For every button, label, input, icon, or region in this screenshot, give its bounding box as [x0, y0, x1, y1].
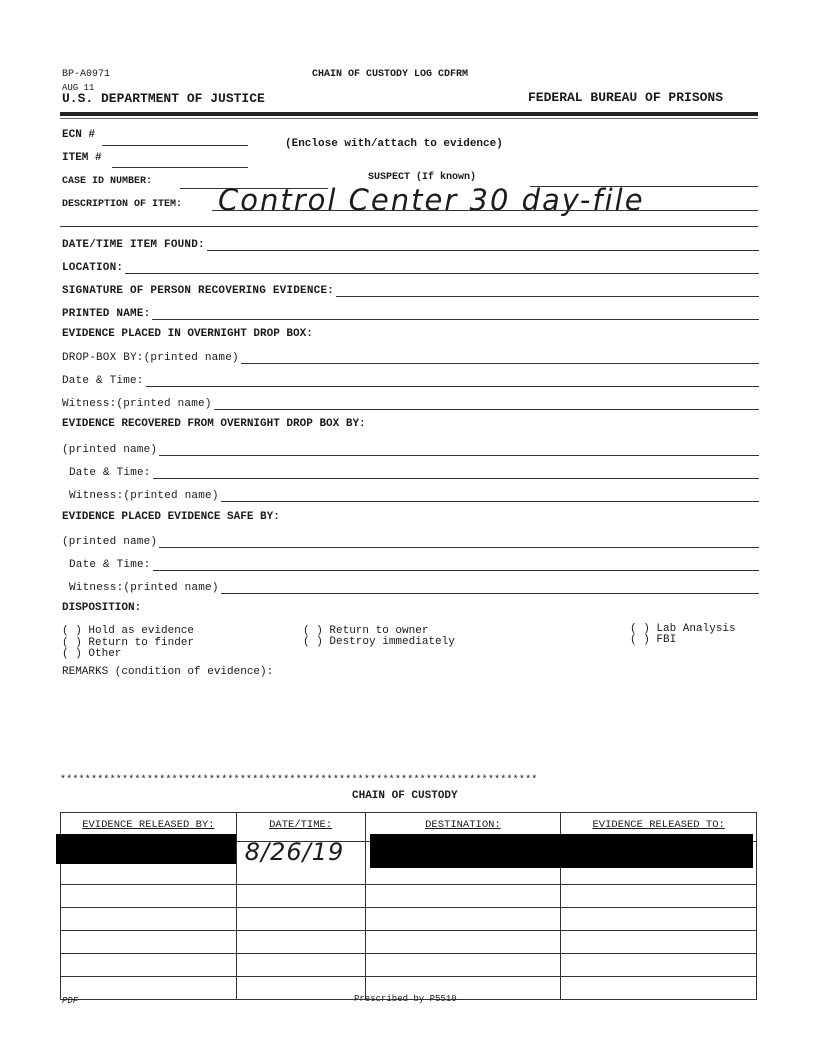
recovered-date-label: Date & Time: — [69, 467, 151, 479]
table-row — [61, 954, 757, 977]
star-separator: ***************************************************************************** — [60, 775, 538, 786]
redaction-released-by — [56, 834, 236, 864]
drop-box-by-label: DROP-BOX BY:(printed name) — [62, 352, 239, 364]
cell-destination[interactable] — [365, 931, 561, 954]
cell-released-to[interactable] — [561, 885, 757, 908]
cell-released-to[interactable] — [561, 931, 757, 954]
cell-date-time[interactable] — [236, 931, 365, 954]
enclose-note: (Enclose with/attach to evidence) — [285, 138, 503, 150]
drop-box-date-row[interactable] — [62, 371, 759, 387]
suspect-label: SUSPECT (If known) — [368, 172, 477, 183]
chain-title: CHAIN OF CUSTODY — [352, 790, 458, 802]
option-destroy[interactable]: ( ) Destroy immediately — [303, 636, 455, 648]
safe-witness-row[interactable] — [69, 578, 759, 594]
printed-name-label: PRINTED NAME: — [62, 308, 151, 320]
case-id-label: CASE ID NUMBER: — [62, 176, 153, 187]
option-lab-analysis[interactable]: ( ) Lab Analysis — [630, 623, 736, 635]
drop-box-date-label: Date & Time: — [62, 375, 144, 387]
table-row — [61, 931, 757, 954]
drop-box-by-row[interactable] — [62, 348, 759, 364]
safe-date-row[interactable] — [69, 555, 759, 571]
cell-destination[interactable] — [365, 954, 561, 977]
printed-name-field[interactable] — [152, 307, 759, 320]
location-field[interactable] — [125, 261, 759, 274]
drop-box-witness-field[interactable] — [214, 397, 759, 410]
cell-date-time[interactable] — [236, 977, 365, 1000]
recovered-date-field[interactable] — [153, 466, 759, 479]
cell-date-time[interactable] — [236, 954, 365, 977]
drop-box-heading: EVIDENCE PLACED IN OVERNIGHT DROP BOX: — [62, 328, 313, 340]
safe-date-label: Date & Time: — [69, 559, 151, 571]
cell-released-to[interactable] — [561, 954, 757, 977]
cell-released-to[interactable] — [561, 908, 757, 931]
recovered-name-field[interactable] — [159, 443, 759, 456]
agency-right: FEDERAL BUREAU OF PRISONS — [528, 90, 724, 105]
remarks-label: REMARKS (condition of evidence): — [62, 666, 274, 678]
cell-released-by[interactable] — [61, 931, 237, 954]
ecn-field[interactable] — [102, 145, 248, 146]
recovered-name-label: (printed name) — [62, 444, 158, 456]
footer-prescribed: Prescribed by P5510 — [354, 994, 457, 1004]
safe-date-field[interactable] — [153, 558, 759, 571]
column-header-released-to: EVIDENCE RELEASED TO: — [561, 813, 757, 842]
agency-left: U.S. DEPARTMENT OF JUSTICE — [62, 91, 265, 106]
redaction-destination — [370, 834, 753, 868]
revision-date: AUG 11 — [62, 83, 95, 93]
recovered-date-row[interactable] — [69, 463, 759, 479]
option-return-owner[interactable]: ( ) Return to owner — [303, 625, 429, 637]
cell-destination[interactable] — [365, 908, 561, 931]
signature-label: SIGNATURE OF PERSON RECOVERING EVIDENCE: — [62, 285, 335, 297]
option-hold[interactable]: ( ) Hold as evidence — [62, 625, 195, 637]
cell-date-time[interactable] — [236, 885, 365, 908]
safe-name-field[interactable] — [159, 535, 759, 548]
recovered-name-row[interactable] — [62, 440, 759, 456]
description-line-2 — [60, 226, 758, 227]
column-header-destination: DESTINATION: — [365, 813, 561, 842]
cell-released-by[interactable] — [61, 885, 237, 908]
description-label: DESCRIPTION OF ITEM: — [62, 199, 183, 210]
date-found-label: DATE/TIME ITEM FOUND: — [62, 239, 205, 251]
date-found-row[interactable] — [62, 235, 759, 251]
cell-released-by[interactable] — [61, 908, 237, 931]
cell-date-time[interactable] — [236, 838, 365, 885]
footer-left: PDF — [62, 996, 79, 1006]
recovered-witness-row[interactable] — [69, 486, 759, 502]
safe-heading: EVIDENCE PLACED EVIDENCE SAFE BY: — [62, 511, 280, 523]
safe-witness-label: Witness:(printed name) — [69, 582, 219, 594]
description-field[interactable] — [212, 210, 758, 211]
signature-row[interactable] — [62, 281, 759, 297]
disposition-heading: DISPOSITION: — [62, 602, 142, 614]
description-handwritten: Control Center 30 day-file — [218, 183, 645, 217]
recovered-witness-field[interactable] — [221, 489, 759, 502]
recovered-heading: EVIDENCE RECOVERED FROM OVERNIGHT DROP BOX BY: — [62, 418, 366, 430]
handwritten-date: 8/26/19 — [244, 838, 345, 866]
date-found-field[interactable] — [207, 238, 759, 251]
cell-released-by[interactable] — [61, 954, 237, 977]
column-header-date-time: DATE/TIME: — [236, 813, 365, 842]
option-fbi[interactable]: ( ) FBI — [630, 634, 677, 646]
signature-field[interactable] — [336, 284, 759, 297]
safe-name-row[interactable] — [62, 532, 759, 548]
table-row — [61, 885, 757, 908]
cell-destination[interactable] — [365, 885, 561, 908]
form-number: BP-A0971 — [62, 69, 111, 80]
cell-date-time[interactable] — [236, 908, 365, 931]
drop-box-witness-label: Witness:(printed name) — [62, 398, 212, 410]
drop-box-by-field[interactable] — [241, 351, 759, 364]
safe-name-label: (printed name) — [62, 536, 158, 548]
drop-box-witness-row[interactable] — [62, 394, 759, 410]
header-thin-rule — [60, 118, 758, 119]
header-divider — [60, 112, 758, 116]
safe-witness-field[interactable] — [221, 581, 759, 594]
cell-released-by[interactable] — [61, 977, 237, 1000]
form-title: CHAIN OF CUSTODY LOG CDFRM — [312, 69, 469, 80]
drop-box-date-field[interactable] — [146, 374, 759, 387]
cell-released-to[interactable] — [561, 977, 757, 1000]
table-row — [61, 908, 757, 931]
item-label: ITEM # — [62, 152, 102, 164]
option-return-finder[interactable]: ( ) Return to finder — [62, 637, 195, 649]
printed-name-row[interactable] — [62, 304, 759, 320]
ecn-label: ECN # — [62, 129, 96, 141]
recovered-witness-label: Witness:(printed name) — [69, 490, 219, 502]
column-header-released-by: EVIDENCE RELEASED BY: — [61, 813, 237, 842]
item-field[interactable] — [112, 167, 248, 168]
location-row[interactable] — [62, 258, 759, 274]
option-other[interactable]: ( ) Other — [62, 648, 122, 660]
location-label: LOCATION: — [62, 262, 124, 274]
